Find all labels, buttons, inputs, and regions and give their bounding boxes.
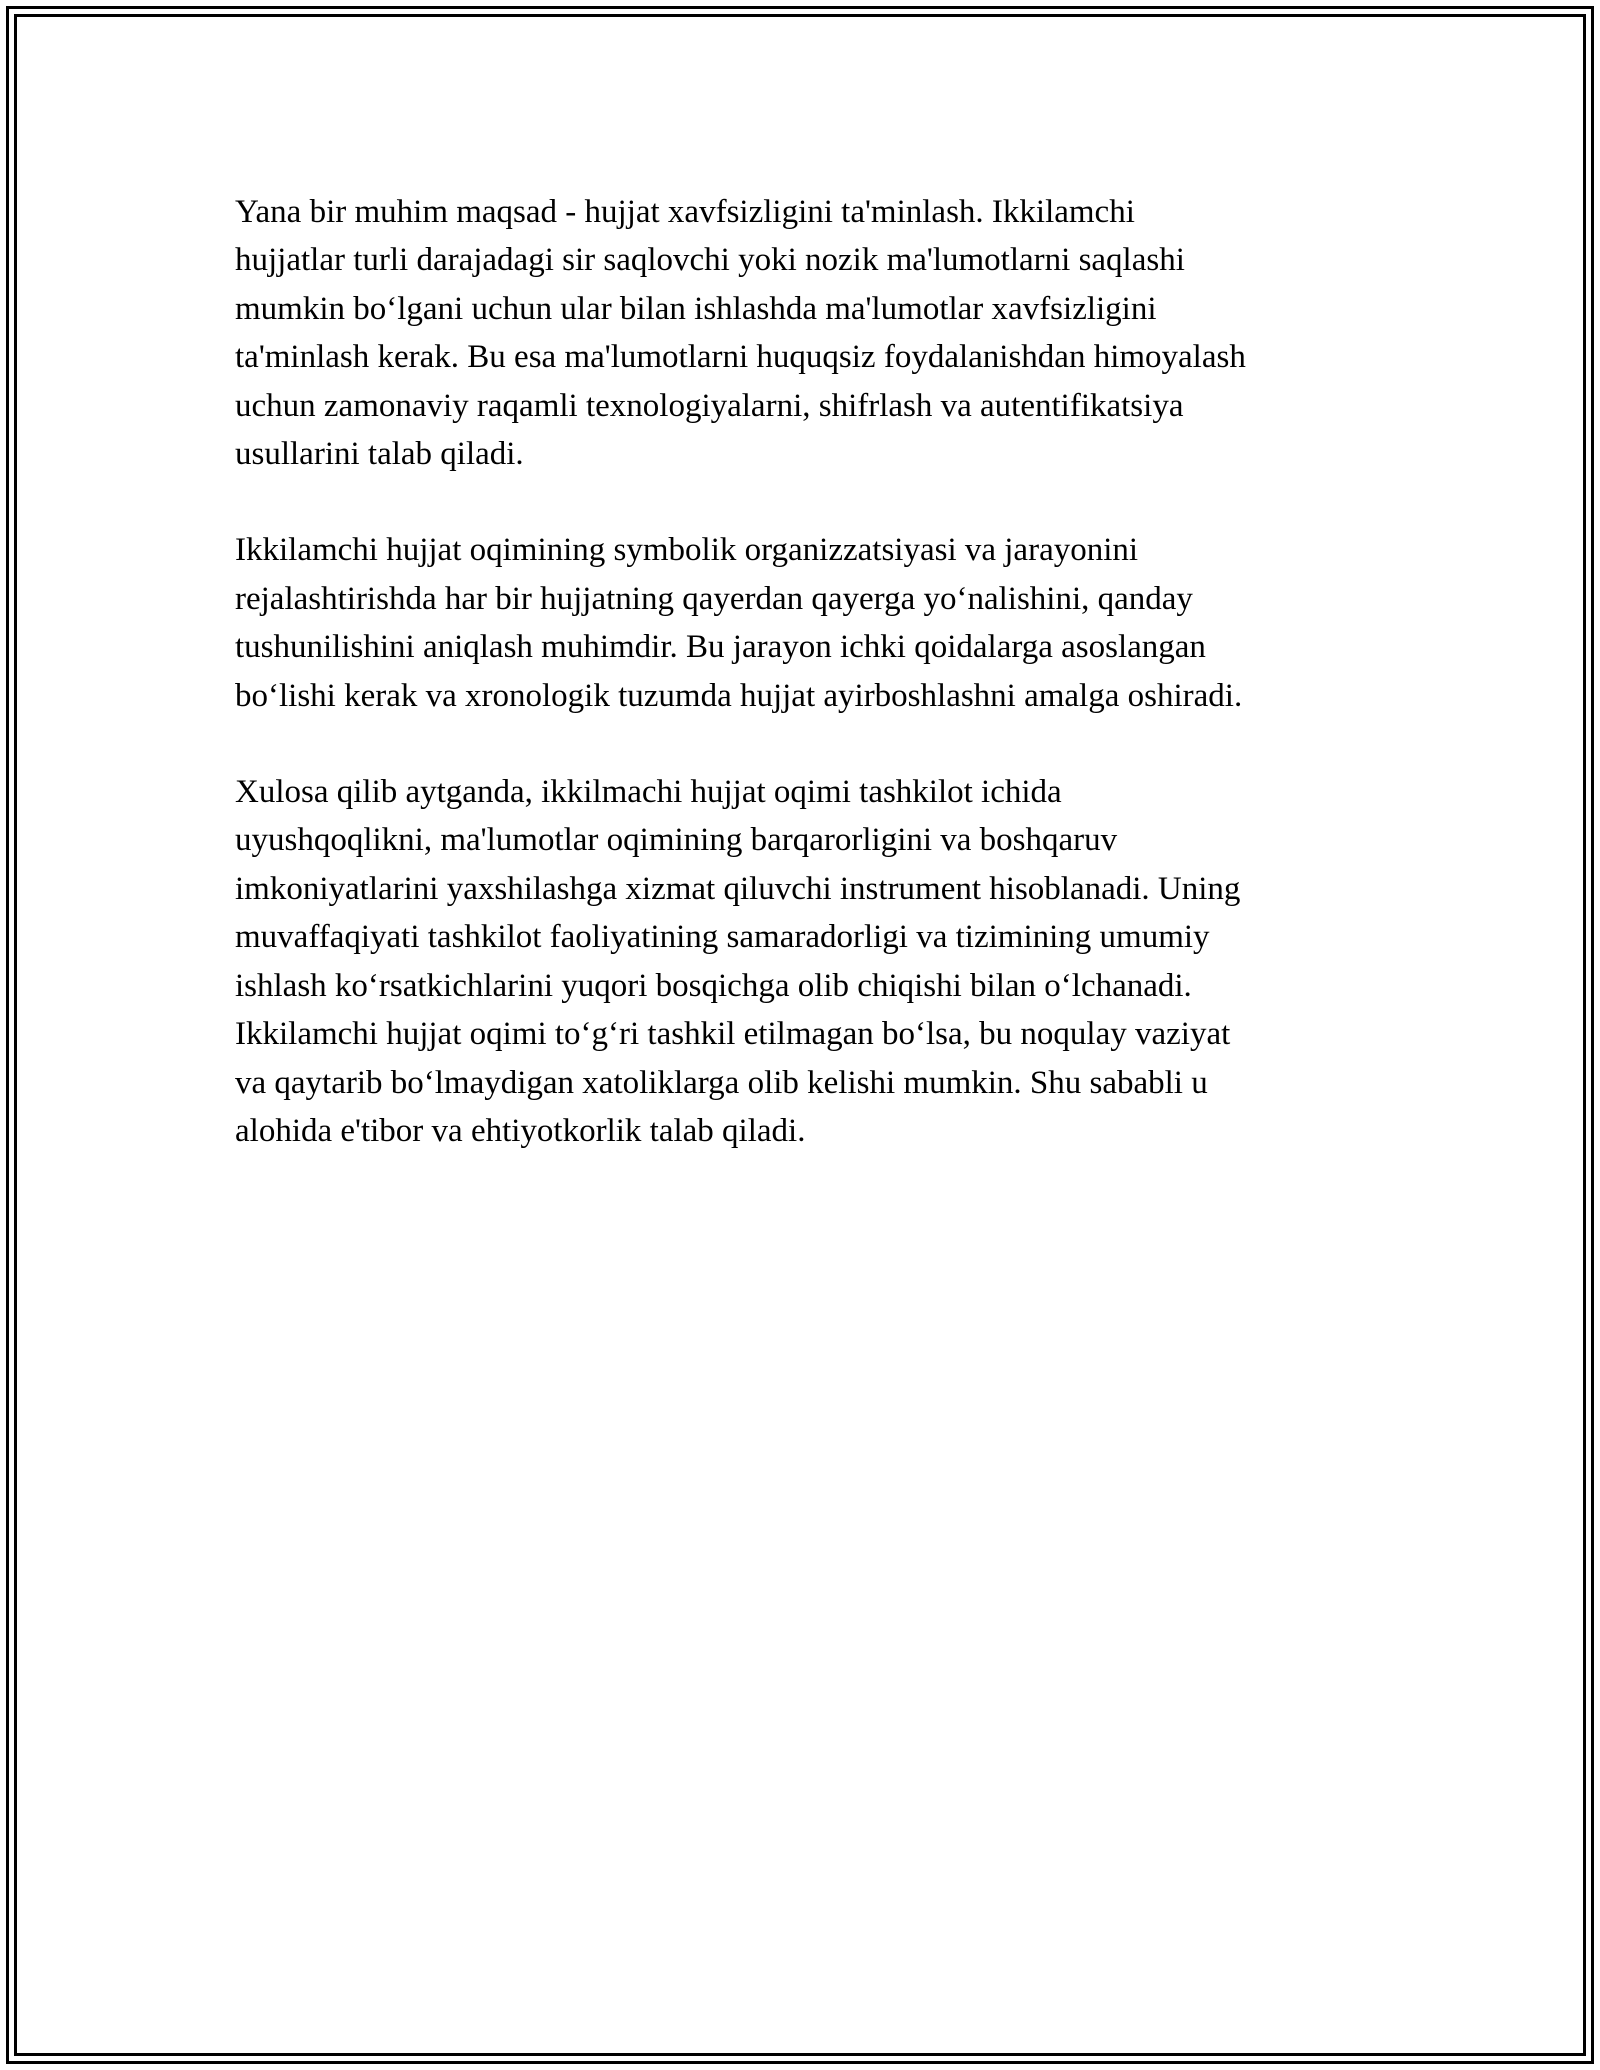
text-line: bo‘lishi kerak va xronologik tuzumda hujjat ayirboshlashni amalga oshiradi. xyxy=(235,677,1243,714)
text-line: Ikkilamchi hujjat oqimining symbolik organizzatsiyasi va jarayonini xyxy=(235,532,1139,569)
text-line: Yana bir muhim maqsad - hujjat xavfsizligini ta'minlash. Ikkilamchi xyxy=(235,194,1135,230)
text-line: ishlash ko‘rsatkichlarini yuqori bosqichga olib chiqishi bilan o‘lchanadi. xyxy=(235,967,1192,1004)
text-line: imkoniyatlarini yaxshilashga xizmat qiluvchi instrument hisoblanadi. Uning xyxy=(235,870,1241,907)
text-line: va qaytarib bo‘lmaydigan xatoliklarga olib kelishi mumkin. Shu sababli u xyxy=(235,1064,1208,1101)
text-line: mumkin bo‘lgani uchun ular bilan ishlashda ma'lumotlar xavfsizligini xyxy=(235,290,1157,327)
text-line: uchun zamonaviy raqamli texnologiyalarni, shifrlash va autentifikatsiya xyxy=(235,387,1184,424)
text-line: usullarini talab qiladi. xyxy=(235,436,524,473)
text-line: ta'minlash kerak. Bu esa ma'lumotlarni huquqsiz foydalanishdan himoyalash xyxy=(235,339,1246,376)
text-line: Ikkilamchi hujjat oqimi to‘g‘ri tashkil etilmagan bo‘lsa, bu noqulay vaziyat xyxy=(235,1016,1231,1053)
text-line: rejalashtirishda har bir hujjatning qayerdan qayerga yo‘nalishini, qanday xyxy=(235,580,1193,617)
text-line: Xulosa qilib aytganda, ikkilmachi hujjat oqimi tashkilot ichida xyxy=(235,774,1062,811)
text-line: muvaffaqiyati tashkilot faoliyatining samaradorligi va tizimining umumiy xyxy=(235,919,1210,956)
paragraph-2 xyxy=(235,526,1365,720)
text-line: uyushqoqlikni, ma'lumotlar oqimining barqarorligini va boshqaruv xyxy=(235,822,1118,859)
text-line: tushunilishini aniqlash muhimdir. Bu jarayon ichki qoidalarga asoslangan xyxy=(235,629,1206,666)
text-line: alohida e'tibor va ehtiyotkorlik talab qiladi. xyxy=(235,1112,806,1149)
text-line: hujjatlar turli darajadagi sir saqlovchi yoki nozik ma'lumotlarni saqlashi xyxy=(235,242,1185,279)
paragraph-1 xyxy=(235,188,1365,478)
paragraph-3 xyxy=(235,768,1365,1155)
document-body xyxy=(235,188,1365,1203)
